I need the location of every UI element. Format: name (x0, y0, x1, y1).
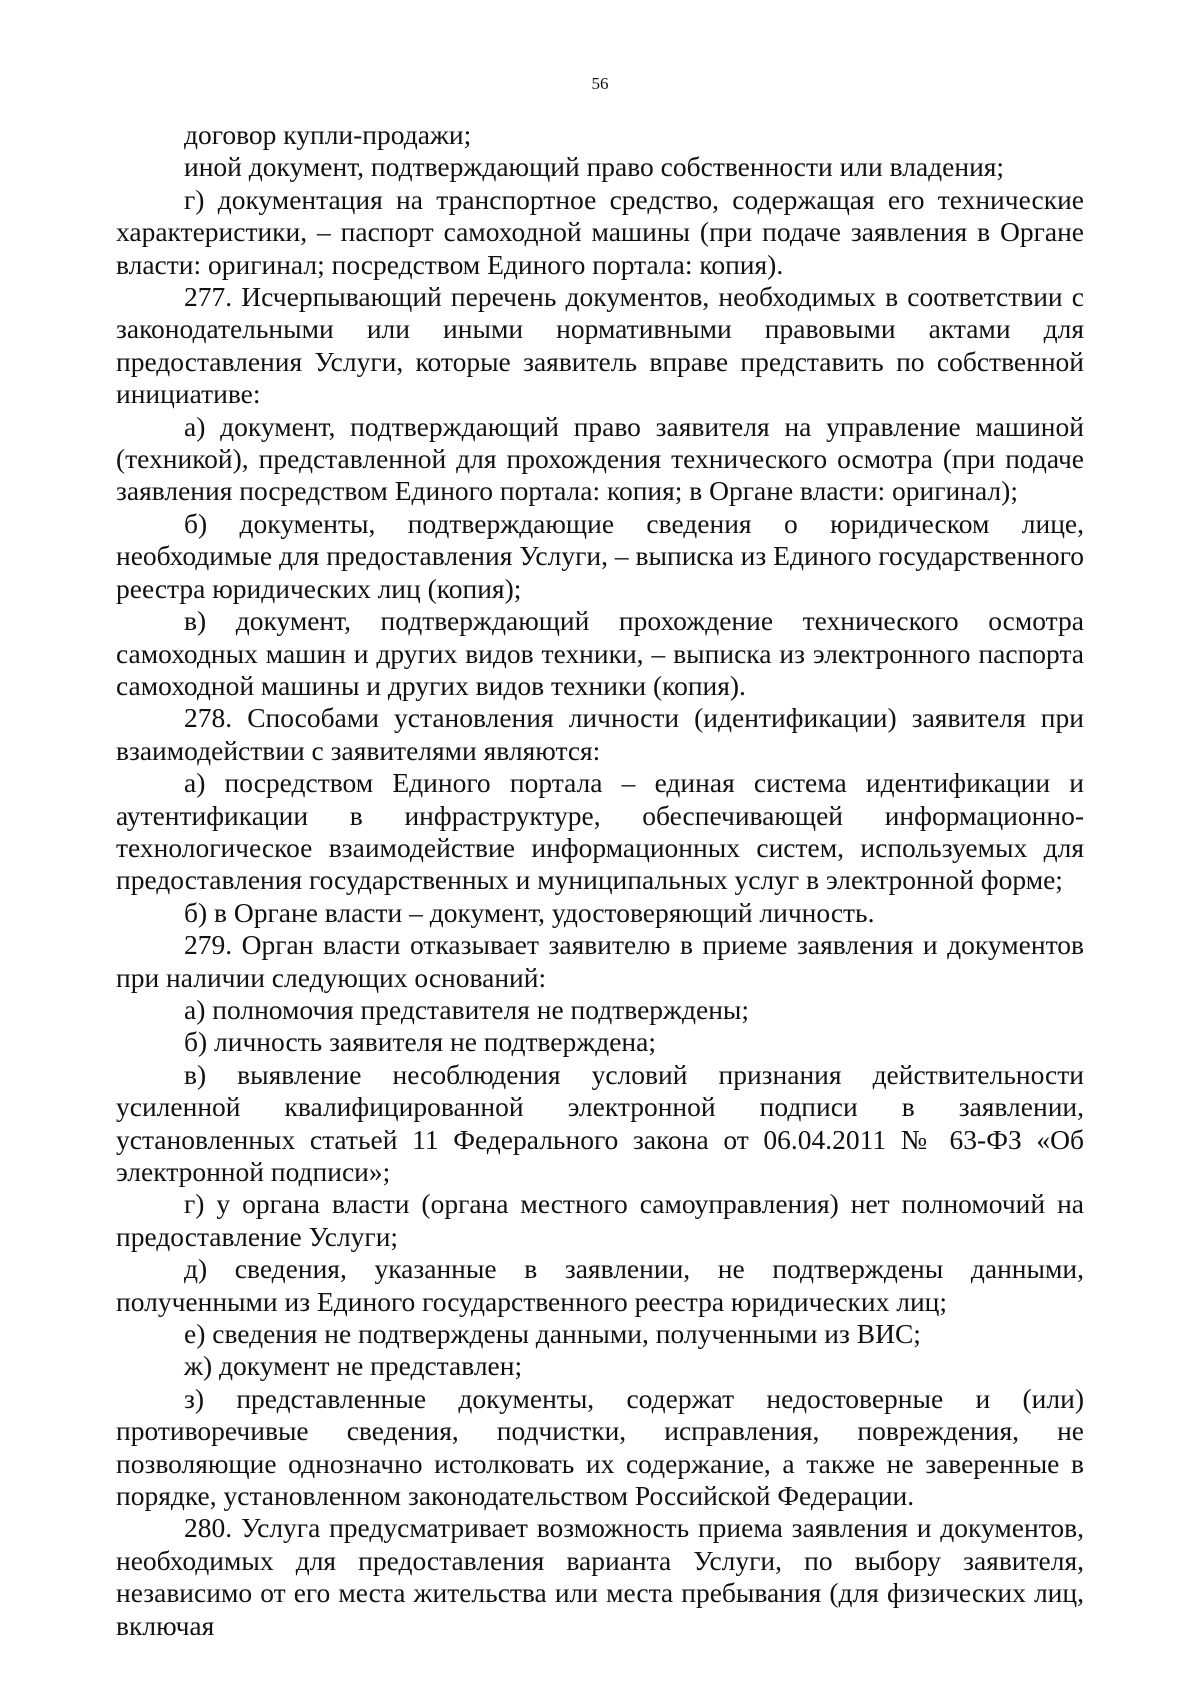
paragraph: ж) документ не представлен; (184, 1350, 523, 1382)
document-body (116, 119, 1084, 1642)
paragraph: в) выявление несоблюдения условий признания действительности усиленной квалифицированной электронной подписи в заявлении, установленных статьей 11 Федерального закона от 06.04.2011 № 63-ФЗ «Об электронной подписи»; (116, 1058, 1084, 1187)
paragraph: договор купли-продажи; (184, 119, 472, 150)
paragraph: е) сведения не подтверждены данными, полученными из ВИС; (184, 1318, 921, 1350)
paragraph: б) документы, подтверждающие сведения о юридическом лице, необходимые для предоставления Услуги, – выписка из Единого государственного реестра юридических лиц (копия); (116, 507, 1084, 604)
paragraph: а) полномочия представителя не подтверждены; (184, 993, 750, 1025)
paragraph: иной документ, подтверждающий право собственности или владения; (184, 151, 1005, 183)
paragraph: г) у органа власти (органа местного самоуправления) нет полномочий на предоставление Услуги; (116, 1188, 1084, 1252)
paragraph: 279. Орган власти отказывает заявителю в приеме заявления и документов при наличии следующих оснований: (116, 929, 1084, 993)
paragraph: г) документация на транспортное средство, содержащая его технические характеристики, – паспорт самоходной машины (при подаче заявления в Органе власти: оригинал; посредством Единого портала: копия). (116, 183, 1084, 280)
paragraph: б) в Органе власти – документ, удостоверяющий личность. (184, 896, 875, 928)
paragraph: 277. Исчерпывающий перечень документов, необходимых в соответствии с законодательными или иными нормативными правовыми актами для предоставления Услуги, которые заявитель вправе представить по собственной инициативе: (116, 281, 1084, 410)
paragraph: 278. Способами установления личности (идентификации) заявителя при взаимодействии с заявителями являются: (116, 702, 1084, 766)
paragraph: 280. Услуга предусматривает возможность приема заявления и документов, необходимых для предоставления варианта Услуги, по выбору заявителя, независимо от его места жительства или места пребывания (для физических лиц, включая (116, 1512, 1084, 1641)
page-number: 56 (591, 74, 609, 93)
paragraph: з) представленные документы, содержат недостоверные и (или) противоречивые сведения, подчистки, исправления, повреждения, не позволяющие однозначно истолковать их содержание, а также не заверенные в порядке, установленном законодательством Российской Федерации. (116, 1382, 1084, 1512)
paragraph: д) сведения, указанные в заявлении, не подтверждены данными, полученными из Единого государственного реестра юридических лиц; (116, 1253, 1084, 1317)
paragraph: а) документ, подтверждающий право заявителя на управление машиной (техникой), представленной для прохождения технического осмотра (при подаче заявления посредством Единого портала: копия; в Органе власти: оригинал); (116, 410, 1084, 507)
paragraph: а) посредством Единого портала – единая система идентификации и аутентификации в инфраструктуре, обеспечивающей информационно-технологическое взаимодействие информационных систем, используемых для предоставления государственных и муниципальных услуг в электронной форме; (116, 767, 1084, 896)
paragraph: в) документ, подтверждающий прохождение технического осмотра самоходных машин и других видов техники, – выписка из электронного паспорта самоходной машины и других видов техники (копия). (116, 605, 1084, 701)
paragraph: б) личность заявителя не подтверждена; (184, 1026, 656, 1058)
